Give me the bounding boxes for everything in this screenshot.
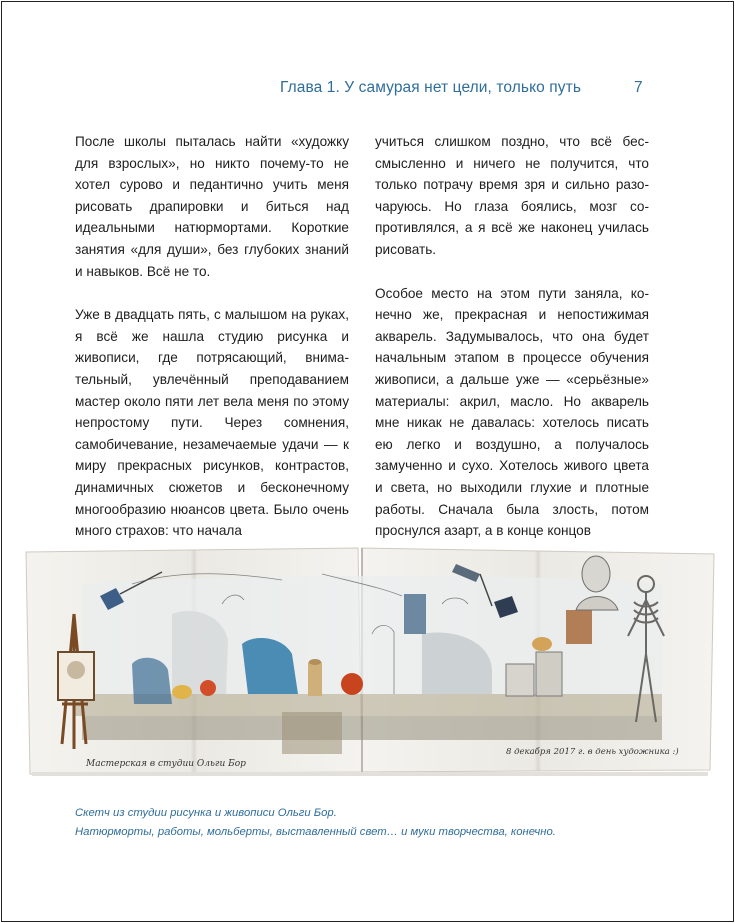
book-page [1,1,734,922]
studio-sketch-illustration [22,544,718,780]
paragraph: учиться слишком поздно, что всё бессмысленно и ничего не получится, что только потрачу время зря и сильно разочаруюсь. Но глаза боялись, мозг сопротивлялся, а я всё же наконец училась рисовать. [375,134,649,257]
text-column-right [375,131,649,564]
handwritten-caption-left: Мастерская в студии Ольги Бор [86,759,246,769]
paragraph: Уже в двадцать пять, с малышом на руках, я всё же нашла студию рисунка и живописи, где потрясающий, внимательный, увлечённый преподаванием мастер около пяти лет вела меня по этому непростому пути. Через сомнения, самобичевание, незамечаемые удачи — к миру прекрасных рисунков, контрастов, динамичных сюжетов и бесконечному многообразию нюансов цвета. Было очень много страхов: что начала [75,307,349,539]
chapter-title: Глава 1. У самурая нет цели, только путь [280,79,581,96]
text-column-left [75,131,349,564]
caption-line: Натюрморты, работы, мольберты, выставленный свет… и муки творчества, конечно. [75,826,556,838]
paragraph: После школы пыталась найти «художку для взрослых», но никто почему-то не хотел сурово и педантично учить меня рисовать драпировки и биться над идеальными натюрмортами. Короткие занятия «для души», без глубоких знаний и навыков. Всё не то. [75,134,349,279]
caption-line: Скетч из студии рисунка и живописи Ольги Бор. [75,807,337,819]
paragraph: Особое место на этом пути заняла, конечно же, прекрасная и непостижимая акварель. Задумывалось, что она будет начальным этапом в процессе обучения живописи, а дальше уже — «серьёзные» материалы: акрил, масло. Но акварель мне никак не давалась: хотелось писать ею легко и воздушно, а получалось замученно и сухо. Хотелось живого цвета и света, но выходили глухие и плотные работы. Сначала была злость, потом проснулся азарт, а в конце концов [375,285,649,539]
handwritten-caption-right: 8 декабря 2017 г. в день художника :) [506,747,679,757]
page-number: 7 [634,79,643,96]
figure-caption [75,804,695,842]
